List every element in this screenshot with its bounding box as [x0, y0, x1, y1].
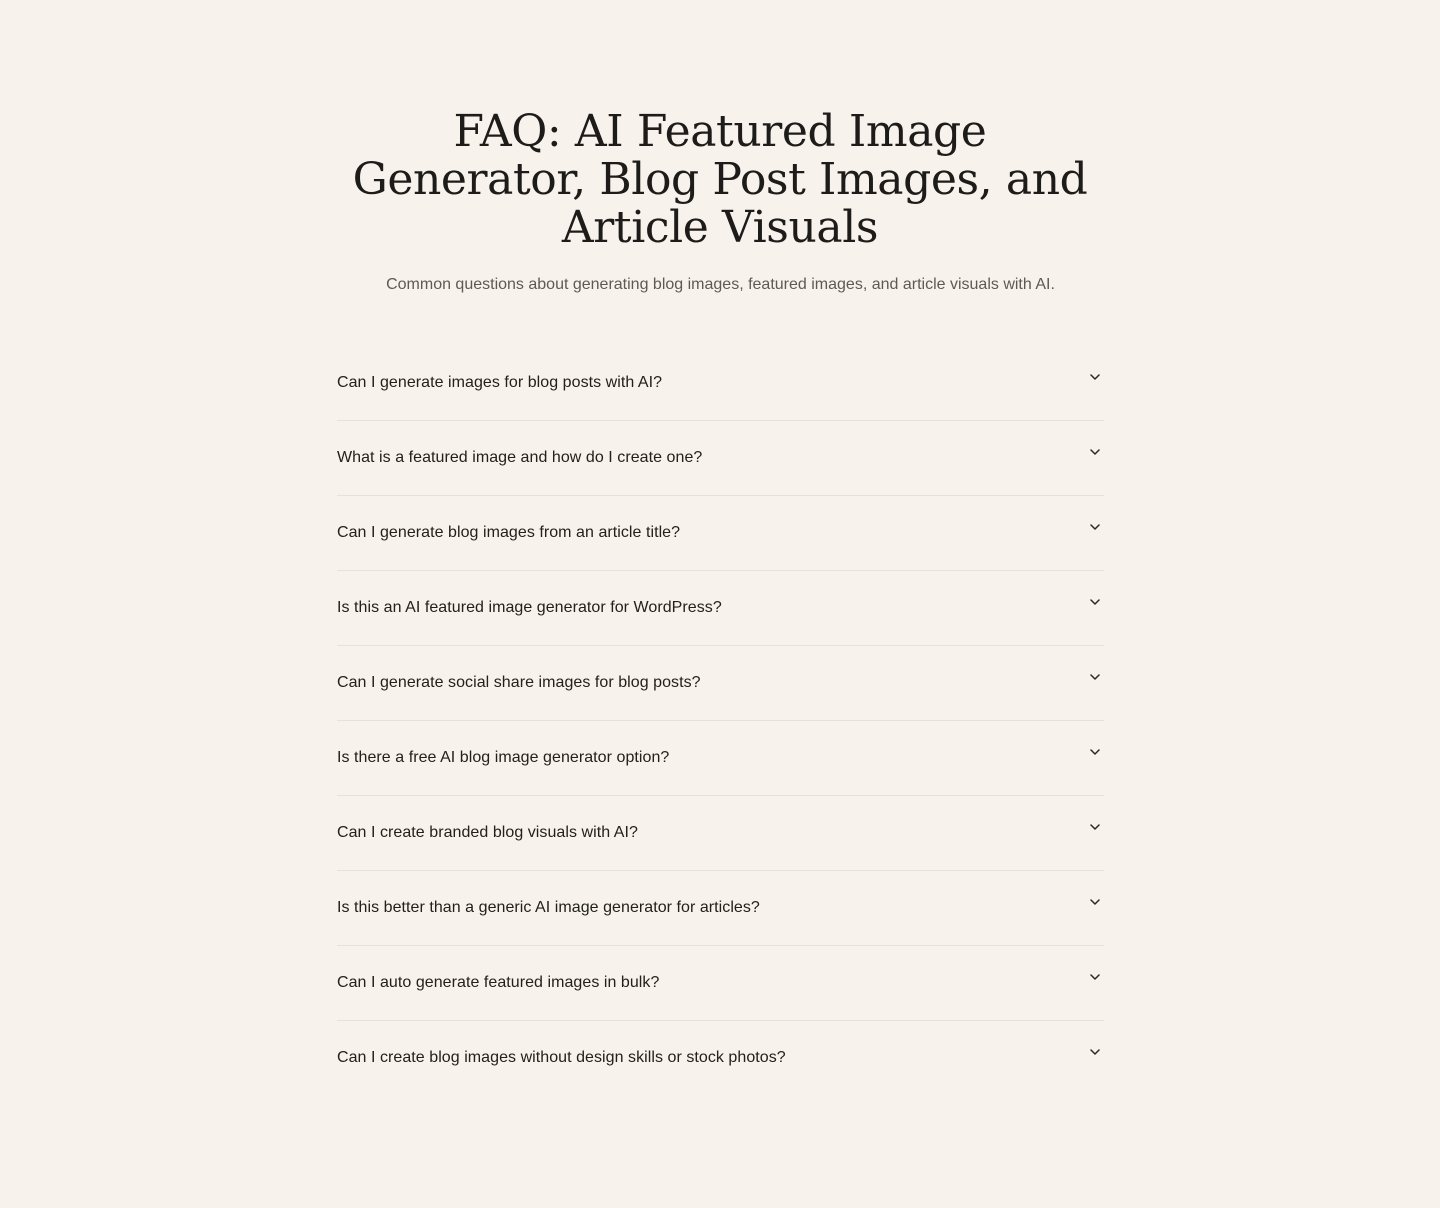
faq-item-free-option[interactable]	[337, 721, 1104, 796]
faq-item-featured-image-definition[interactable]	[337, 421, 1104, 496]
chevron-down-icon	[1090, 898, 1100, 906]
chevron-down-icon	[1090, 523, 1100, 531]
faq-question: Is this better than a generic AI image generator for articles?	[337, 899, 760, 916]
chevron-down-icon	[1090, 673, 1100, 681]
faq-question: Can I generate social share images for blog posts?	[337, 674, 701, 691]
chevron-down-icon	[1090, 973, 1100, 981]
faq-item-images-from-article-title[interactable]	[337, 496, 1104, 571]
faq-question: Can I create blog images without design skills or stock photos?	[337, 1049, 786, 1066]
faq-item-branded-visuals[interactable]	[337, 796, 1104, 871]
faq-item-better-than-generic[interactable]	[337, 871, 1104, 946]
faq-title-line-1: FAQ: AI Featured Image	[453, 106, 987, 157]
faq-item-wordpress-generator[interactable]	[337, 571, 1104, 646]
faq-item-bulk-generation[interactable]	[337, 946, 1104, 1021]
faq-question: Is this an AI featured image generator for WordPress?	[337, 599, 722, 616]
chevron-down-icon	[1090, 748, 1100, 756]
chevron-down-icon	[1090, 373, 1100, 381]
chevron-down-icon	[1090, 1048, 1100, 1056]
faq-question: What is a featured image and how do I create one?	[337, 449, 703, 466]
faq-question: Can I auto generate featured images in bulk?	[337, 974, 660, 991]
faq-title-line-3: Article Visuals	[561, 202, 879, 253]
faq-question: Can I generate images for blog posts with AI?	[337, 374, 663, 391]
faq-question: Is there a free AI blog image generator option?	[337, 749, 670, 766]
faq-list	[337, 346, 1104, 1096]
faq-item-no-design-skills[interactable]	[337, 1021, 1104, 1096]
chevron-down-icon	[1090, 598, 1100, 606]
faq-question: Can I generate blog images from an article title?	[337, 524, 681, 541]
faq-item-generate-images-blog-posts[interactable]	[337, 346, 1104, 421]
faq-section	[337, 106, 1104, 1066]
faq-subtitle: Common questions about generating blog images, featured images, and article visuals with AI.	[386, 276, 1055, 293]
chevron-down-icon	[1090, 823, 1100, 831]
faq-title-line-2: Generator, Blog Post Images, and	[352, 154, 1088, 205]
faq-title	[325, 108, 1115, 252]
faq-question: Can I create branded blog visuals with AI?	[337, 824, 638, 841]
faq-item-social-share-images[interactable]	[337, 646, 1104, 721]
chevron-down-icon	[1090, 448, 1100, 456]
